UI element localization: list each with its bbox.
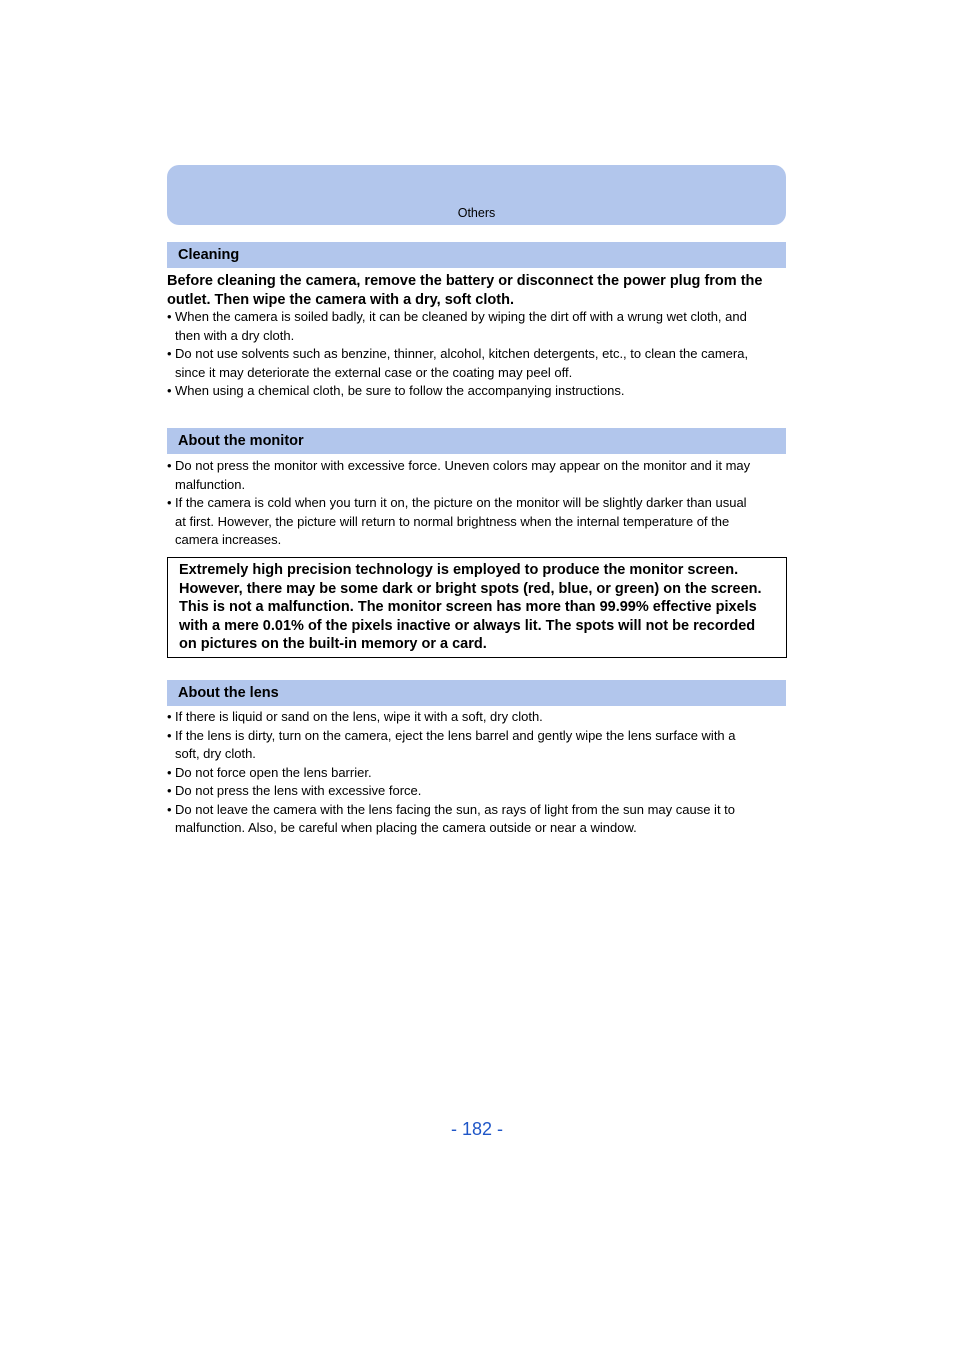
cleaning-lead-line: outlet. Then wipe the camera with a dry, soft cloth. bbox=[167, 291, 514, 308]
bullet-item bbox=[167, 494, 787, 550]
bullet-item bbox=[167, 764, 787, 783]
notice-line: with a mere 0.01% of the pixels inactive or always lit. The spots will not be recorded bbox=[179, 617, 756, 634]
bullet-item bbox=[167, 727, 787, 764]
monitor-heading: About the monitor bbox=[167, 428, 786, 454]
cleaning-bullets bbox=[167, 308, 787, 401]
bullet-item bbox=[167, 457, 787, 494]
bullet-line: at first. However, the picture will return to normal brightness when the internal temperature of the bbox=[175, 513, 730, 529]
bullet-line: • Do not press the monitor with excessive force. Uneven colors may appear on the monitor and it may bbox=[175, 458, 751, 473]
bullet-line: • Do not force open the lens barrier. bbox=[175, 764, 372, 780]
bullet-item bbox=[167, 708, 787, 727]
page-number: - 182 - bbox=[450, 1119, 504, 1139]
bullet-line: soft, dry cloth. bbox=[175, 746, 256, 761]
notice-line: on pictures on the built-in memory or a card. bbox=[179, 636, 487, 652]
bullet-item bbox=[167, 801, 787, 838]
notice-line: This is not a malfunction. The monitor screen has more than 99.99% effective pixels bbox=[179, 599, 757, 615]
bullet-line: • Do not press the lens with excessive force. bbox=[175, 783, 422, 798]
bullet-line: • Do not use solvents such as benzine, thinner, alcohol, kitchen detergents, etc., to clean the camera, bbox=[175, 346, 749, 361]
bullet-item bbox=[167, 382, 787, 401]
bullet-line: camera increases. bbox=[175, 532, 282, 547]
bullet-line: • When using a chemical cloth, be sure to follow the accompanying instructions. bbox=[175, 383, 625, 398]
bullet-line: then with a dry cloth. bbox=[175, 327, 295, 343]
cleaning-heading: Cleaning bbox=[167, 242, 786, 268]
monitor-bullets bbox=[167, 457, 787, 550]
bullet-line: malfunction. bbox=[175, 476, 246, 492]
header-band bbox=[167, 165, 786, 225]
bullet-line: • Do not leave the camera with the lens facing the sun, as rays of light from the sun may cause it to bbox=[175, 801, 736, 817]
bullet-line: • If the camera is cold when you turn it on, the picture on the monitor will be slightly darker than usual bbox=[175, 495, 747, 510]
cleaning-lead bbox=[167, 272, 787, 309]
lens-bullets bbox=[167, 708, 787, 838]
bullet-line: since it may deteriorate the external case or the coating may peel off. bbox=[175, 364, 573, 380]
bullet-item bbox=[167, 782, 787, 801]
lens-heading: About the lens bbox=[167, 680, 786, 706]
bullet-line: malfunction. Also, be careful when placing the camera outside or near a window. bbox=[175, 820, 637, 835]
bullet-line: • When the camera is soiled badly, it can be cleaned by wiping the dirt off with a wrung wet cloth, and bbox=[175, 309, 747, 324]
notice-line: Extremely high precision technology is employed to produce the monitor screen. bbox=[179, 562, 739, 578]
bullet-line: • If the lens is dirty, turn on the camera, eject the lens barrel and gently wipe the lens surface with a bbox=[175, 727, 736, 743]
bullet-line: • If there is liquid or sand on the lens, wipe it with a soft, dry cloth. bbox=[175, 709, 543, 724]
cleaning-lead-line: Before cleaning the camera, remove the battery or disconnect the power plug from the bbox=[167, 273, 763, 289]
monitor-notice-box bbox=[167, 557, 787, 658]
bullet-item bbox=[167, 345, 787, 382]
section-label: Others bbox=[457, 206, 496, 220]
notice-line: However, there may be some dark or bright spots (red, blue, or green) on the screen. bbox=[179, 580, 762, 597]
bullet-item bbox=[167, 308, 787, 345]
